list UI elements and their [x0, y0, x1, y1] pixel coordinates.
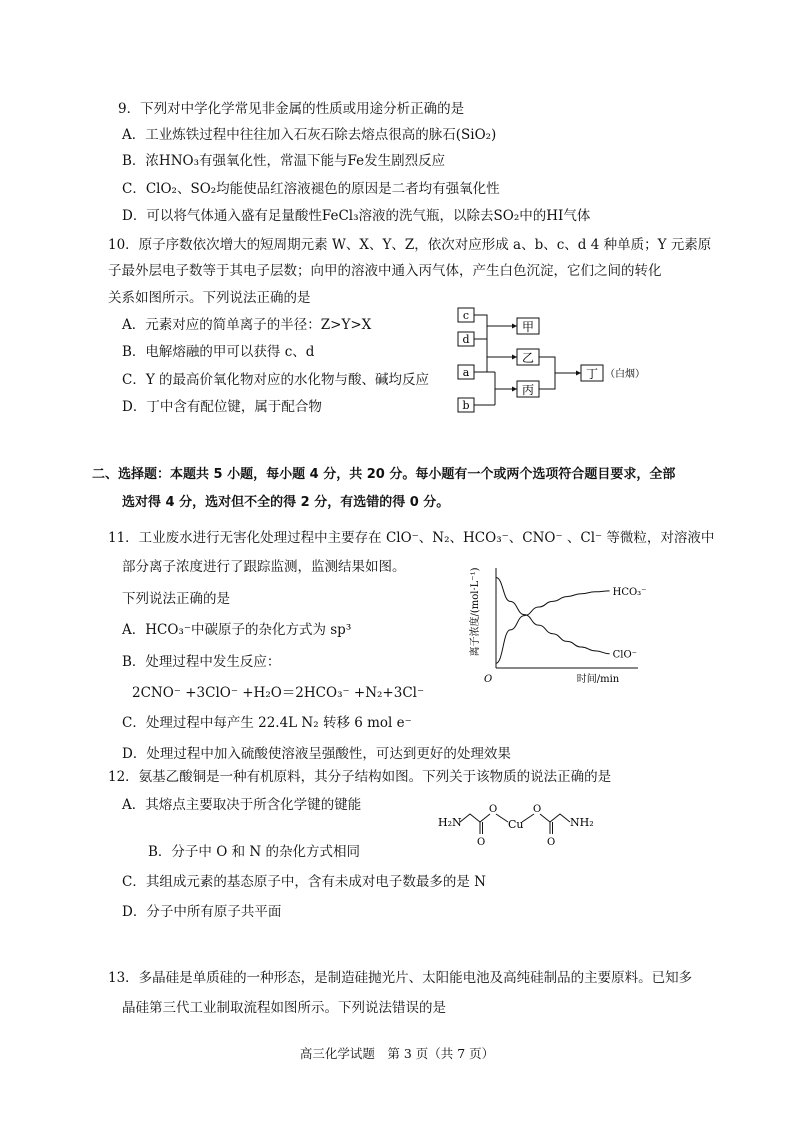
q13-stem-line2: 晶硅第三代工业制取流程如图所示。下列说法错误的是	[122, 1000, 446, 1016]
q9-option-c: C．ClO₂、SO₂均能使品红溶液褪色的原因是二者均有强氧化性	[122, 181, 500, 197]
diagram-label-ding: 丁	[585, 367, 599, 381]
q9-option-d: D．可以将气体通入盛有足量酸性FeCl₃溶液的洗气瓶，以除去SO₂中的HI气体	[122, 208, 591, 224]
q11-stem-line2: 部分离子浓度进行了跟踪监测，监测结果如图。	[122, 559, 406, 575]
chart-series-label-1: HCO₃⁻	[612, 586, 647, 598]
q10-option-d: D．丁中含有配位键，属于配合物	[122, 399, 322, 415]
diagram-label-yi: 乙	[521, 351, 535, 365]
q12-stem: 12．氨基乙酸铜是一种有机原料，其分子结构如图。下列关于该物质的说法正确的是	[108, 769, 612, 785]
q10-option-a: A．元素对应的简单离子的半径：Z>Y>X	[122, 317, 372, 333]
structure-o-carbonyl-right: O	[547, 837, 556, 848]
diagram-label-d: d	[462, 333, 470, 346]
q11-stem-line3: 下列说法正确的是	[122, 591, 230, 607]
structure-h2n: H₂N	[438, 816, 462, 829]
q11-option-b-equation: 2CNO⁻ +3ClO⁻ +H₂O＝2HCO₃⁻ +N₂+3Cl⁻	[132, 685, 425, 701]
diagram-label-a: a	[462, 366, 470, 379]
diagram-label-c: c	[462, 309, 470, 322]
diagram-label-jia: 甲	[521, 320, 535, 334]
q12-option-d: D．分子中所有原子共平面	[122, 904, 282, 920]
page-footer: 高三化学试题 第 3 页（共 7 页）	[299, 1046, 495, 1061]
q11-option-c: C．处理过程中每产生 22.4L N₂ 转移 6 mol e⁻	[122, 715, 412, 731]
q12-option-c: C．其组成元素的基态原子中，含有未成对电子数最多的是 N	[122, 874, 486, 890]
section2-header-line2: 选对得 4 分，选对但不全的得 2 分，有选错的得 0 分。	[122, 495, 450, 510]
q11-option-d: D．处理过程中加入硫酸使溶液呈强酸性，可达到更好的处理效果	[122, 746, 511, 762]
q11-concentration-chart	[462, 560, 647, 685]
q12-molecular-structure	[436, 798, 606, 848]
q13-stem-line1: 13．多晶硅是单质硅的一种形态，是制造硅抛光片、太阳能电池及高纯硅制品的主要原料。已知多	[108, 970, 693, 986]
structure-o-carbonyl-left: O	[477, 837, 486, 848]
structure-o-left: O	[489, 804, 498, 815]
q9-stem: 9．下列对中学化学常见非金属的性质或用途分析正确的是	[118, 101, 465, 117]
structure-nh2: NH₂	[570, 816, 594, 829]
q9-option-b: B．浓HNO₃有强氧化性，常温下能与Fe发生剧烈反应	[122, 153, 446, 169]
diagram-label-b: b	[462, 399, 470, 412]
section2-header-line1: 二、选择题：本题共 5 小题，每小题 4 分，共 20 分。每小题有一个或两个选项符合题目要求，全部	[92, 467, 676, 482]
diagram-label-ding-note: （白烟）	[605, 369, 645, 380]
q12-option-b: B．分子中 O 和 N 的杂化方式相同	[148, 844, 360, 860]
chart-series-line-1	[496, 591, 610, 663]
chart-y-axis-label: 离子浓度/(mol·L⁻¹)	[470, 567, 481, 657]
q10-stem-line3: 关系如图所示。下列说法正确的是	[108, 290, 311, 306]
chart-series-label-2: ClO⁻	[612, 649, 637, 661]
q10-stem-line2: 子最外层电子数等于其电子层数；向甲的溶液中通入丙气体，产生白色沉淀，它们之间的转化	[108, 263, 662, 279]
q11-option-b: B．处理过程中发生反应：	[122, 654, 281, 670]
q10-option-c: C．Y 的最高价氧化物对应的水化物与酸、碱均反应	[122, 372, 430, 388]
chart-origin-label: O	[484, 674, 493, 685]
q9-option-a: A．工业炼铁过程中往往加入石灰石除去熔点很高的脉石(SiO₂)	[122, 127, 497, 143]
q10-transformation-diagram	[455, 305, 645, 415]
structure-o-right: O	[533, 804, 542, 815]
chart-x-axis-label: 时间/min	[576, 674, 620, 685]
q11-option-a: A．HCO₃⁻中碳原子的杂化方式为 sp³	[122, 622, 352, 638]
q11-stem-line1: 11．工业废水进行无害化处理过程中主要存在 ClO⁻、N₂、HCO₃⁻、CNO⁻ 、Cl⁻ 等微粒，对溶液中	[108, 530, 715, 546]
q10-option-b: B．电解熔融的甲可以获得 c、d	[122, 344, 315, 360]
diagram-label-bing: 丙	[521, 383, 535, 397]
structure-cu: Cu	[508, 818, 524, 831]
q10-stem-line1: 10．原子序数依次增大的短周期元素 W、X、Y、Z，依次对应形成 a、b、c、d 4 种单质；Y 元素原	[108, 237, 712, 253]
q12-option-a: A．其熔点主要取决于所含化学键的键能	[122, 797, 362, 813]
chart-series-line-2	[496, 578, 610, 654]
